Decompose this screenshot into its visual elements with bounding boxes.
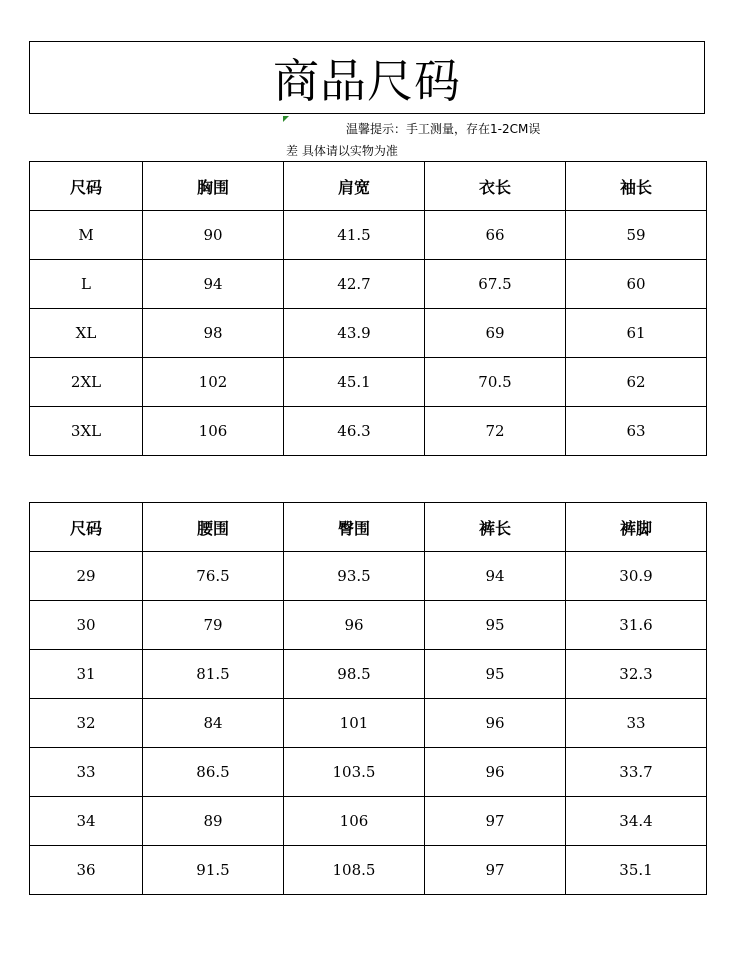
table-cell: 98 (143, 309, 284, 358)
table-cell: 90 (143, 211, 284, 260)
table-cell: 76.5 (143, 552, 284, 601)
table-cell: 66 (425, 211, 566, 260)
table-cell: 36 (30, 846, 143, 895)
table-cell: 30 (30, 601, 143, 650)
table-cell: 108.5 (284, 846, 425, 895)
header-cell: 臀围 (284, 503, 425, 552)
table-cell: 91.5 (143, 846, 284, 895)
table-row (30, 650, 707, 699)
table-cell: 101 (284, 699, 425, 748)
table-cell: 33 (30, 748, 143, 797)
table-cell: 93.5 (284, 552, 425, 601)
note-line-1: 温馨提示：手工测量，存在1-2CM误 (346, 122, 541, 136)
table-cell: 30.9 (566, 552, 707, 601)
table-cell: 62 (566, 358, 707, 407)
comment-marker-icon (283, 116, 289, 122)
table-cell: 94 (425, 552, 566, 601)
table-cell: 61 (566, 309, 707, 358)
table-cell: 46.3 (284, 407, 425, 456)
table-cell: 84 (143, 699, 284, 748)
table-cell: 106 (143, 407, 284, 456)
header-cell: 衣长 (425, 162, 566, 211)
title-box (29, 41, 705, 114)
table-row (30, 309, 707, 358)
table-cell: 72 (425, 407, 566, 456)
header-cell: 裤脚 (566, 503, 707, 552)
table-cell: 33.7 (566, 748, 707, 797)
table-cell: 3XL (30, 407, 143, 456)
table-cell: 59 (566, 211, 707, 260)
table-cell: 60 (566, 260, 707, 309)
table-cell: 2XL (30, 358, 143, 407)
bottom-size-table (29, 502, 707, 895)
table-cell: 63 (566, 407, 707, 456)
table-cell: 79 (143, 601, 284, 650)
table-cell: 97 (425, 846, 566, 895)
table-row (30, 797, 707, 846)
table-row (30, 260, 707, 309)
table-cell: 95 (425, 650, 566, 699)
top-size-table (29, 161, 707, 456)
table-cell: 43.9 (284, 309, 425, 358)
table-row (30, 601, 707, 650)
table-cell: 106 (284, 797, 425, 846)
table-cell: 94 (143, 260, 284, 309)
table-cell: 33 (566, 699, 707, 748)
table-cell: 29 (30, 552, 143, 601)
header-cell: 腰围 (143, 503, 284, 552)
table-row (30, 748, 707, 797)
table-cell: 103.5 (284, 748, 425, 797)
table-cell: 86.5 (143, 748, 284, 797)
table-cell: 67.5 (425, 260, 566, 309)
table-cell: 32 (30, 699, 143, 748)
table-cell: 34.4 (566, 797, 707, 846)
table-row (30, 407, 707, 456)
table-cell: 42.7 (284, 260, 425, 309)
table-header-row (30, 503, 707, 552)
table-cell: 89 (143, 797, 284, 846)
note-line-2: 差 具体请以实物为准 (286, 144, 398, 158)
table-row (30, 846, 707, 895)
table-cell: 31.6 (566, 601, 707, 650)
header-cell: 肩宽 (284, 162, 425, 211)
table-cell: 32.3 (566, 650, 707, 699)
table-cell: 96 (425, 699, 566, 748)
header-cell: 尺码 (30, 162, 143, 211)
table-cell: 31 (30, 650, 143, 699)
header-cell: 胸围 (143, 162, 284, 211)
table-row (30, 699, 707, 748)
table-cell: 35.1 (566, 846, 707, 895)
page-title: 商品尺码 (273, 53, 461, 108)
table-row (30, 211, 707, 260)
table-cell: 96 (284, 601, 425, 650)
table-header-row (30, 162, 707, 211)
header-cell: 尺码 (30, 503, 143, 552)
table-cell: M (30, 211, 143, 260)
table-cell: 96 (425, 748, 566, 797)
table-cell: 97 (425, 797, 566, 846)
table-row (30, 552, 707, 601)
table-cell: XL (30, 309, 143, 358)
table-cell: 98.5 (284, 650, 425, 699)
header-cell: 袖长 (566, 162, 707, 211)
table-cell: 45.1 (284, 358, 425, 407)
table-cell: 102 (143, 358, 284, 407)
table-cell: L (30, 260, 143, 309)
table-cell: 41.5 (284, 211, 425, 260)
table-cell: 70.5 (425, 358, 566, 407)
table-cell: 69 (425, 309, 566, 358)
header-cell: 裤长 (425, 503, 566, 552)
table-cell: 95 (425, 601, 566, 650)
table-cell: 34 (30, 797, 143, 846)
table-row (30, 358, 707, 407)
table-cell: 81.5 (143, 650, 284, 699)
